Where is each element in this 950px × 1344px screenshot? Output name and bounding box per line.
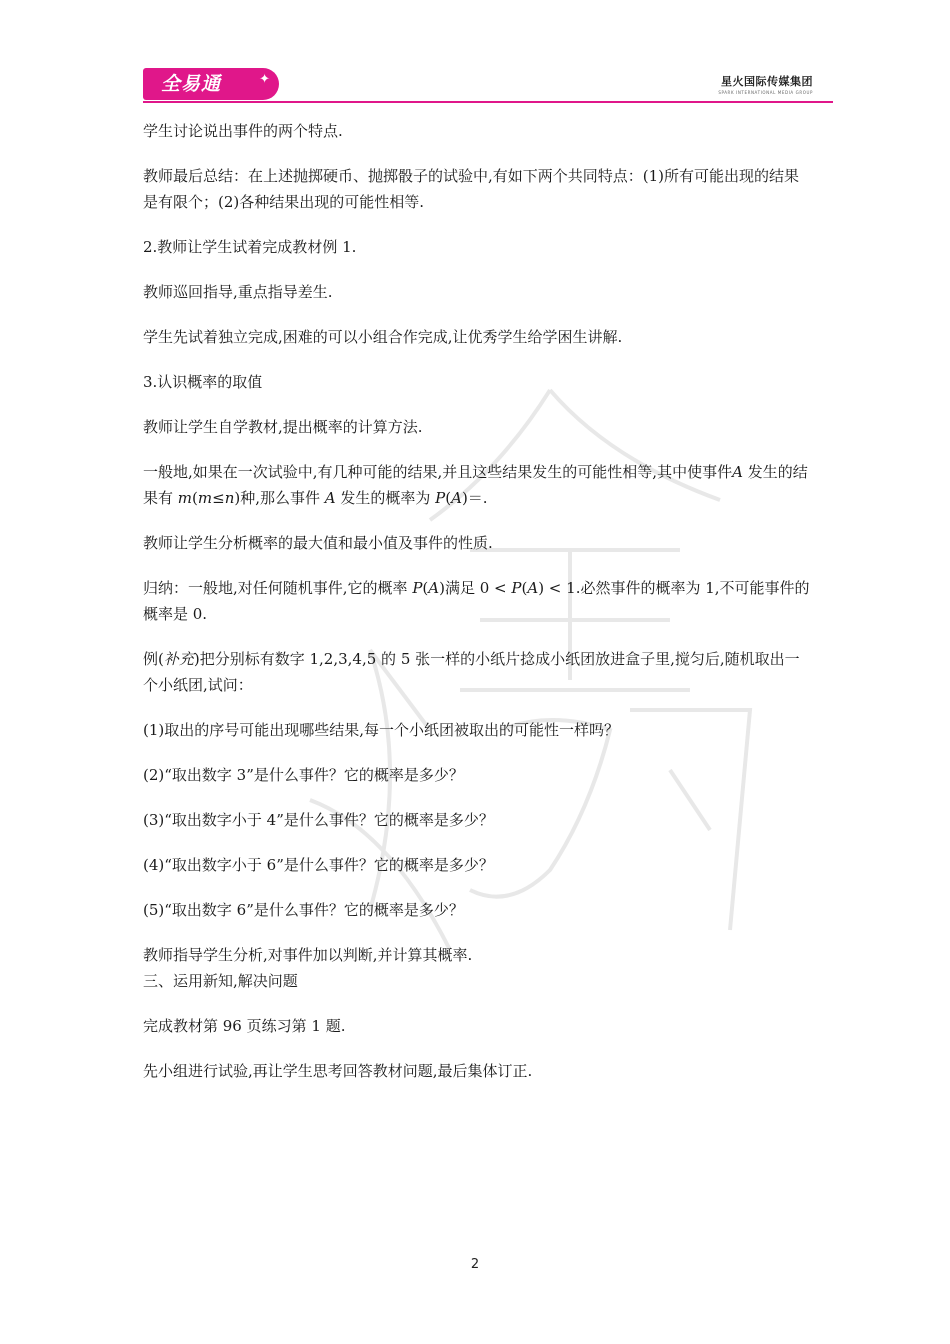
- summary-paragraph: [143, 575, 811, 627]
- math-var: P: [435, 489, 446, 507]
- sparkle-icon: ✦: [259, 72, 271, 87]
- paragraph: 教师让学生分析概率的最大值和最小值及事件的性质.: [143, 534, 493, 552]
- question-item: (1)取出的序号可能出现哪些结果,每一个小纸团被取出的可能性一样吗？: [143, 721, 620, 739]
- paragraph: 教师指导学生分析,对事件加以判断,并计算其概率.: [143, 946, 473, 964]
- text-run: (: [521, 579, 528, 597]
- text-run: )把分别标有数字 1,2,3,4,5 的 5 张一样的小纸片捻成小纸团放进盒子里,搅匀后,随机取出一个小纸团,试问：: [143, 650, 800, 694]
- paragraph: 学生讨论说出事件的两个特点.: [143, 122, 343, 140]
- document-body: [143, 118, 811, 1084]
- text-run: ) < 1.必然事件的概率为 1,不可能事件的概率是 0.: [143, 579, 810, 623]
- paragraph: 教师最后总结：在上述抛掷硬币、抛掷骰子的试验中,有如下两个共同特点：(1)所有可能出现的结果是有限个；(2)各种结果出现的可能性相等.: [143, 167, 800, 211]
- question-item: (4)“取出数字小于 6”是什么事件？它的概率是多少？: [143, 856, 494, 874]
- logo-text: 全易通: [161, 73, 222, 95]
- paragraph: 教师巡回指导,重点指导差生.: [143, 283, 333, 301]
- page-header: [143, 66, 833, 102]
- question-item: (3)“取出数字小于 4”是什么事件？它的概率是多少？: [143, 811, 494, 829]
- math-var: P: [412, 579, 423, 597]
- section-step: 2.教师让学生试着完成教材例 1.: [143, 238, 357, 256]
- page-number: 2: [470, 1257, 480, 1272]
- math-var: A: [451, 489, 462, 507]
- text-run: (: [445, 489, 452, 507]
- math-var: A: [527, 579, 539, 597]
- math-var: n: [224, 489, 235, 507]
- text-run: )种,那么事件: [234, 489, 325, 507]
- brand-logo: [143, 68, 279, 100]
- text-run: (: [422, 579, 429, 597]
- text-run: 例(: [143, 650, 164, 668]
- publisher-name-cn: 星火国际传媒集团: [721, 75, 813, 88]
- text-run: 一般地,如果在一次试验中,有几种可能的结果,并且这些结果发生的可能性相等,其中使事件: [143, 463, 733, 481]
- math-var: A: [324, 489, 336, 507]
- text-run: (: [192, 489, 198, 507]
- section-heading: 三、运用新知,解决问题: [143, 972, 298, 990]
- section-step: 3.认识概率的取值: [143, 373, 263, 391]
- text-run: ≤: [212, 489, 225, 507]
- text-run: 发生的概率为: [335, 489, 436, 507]
- math-var: A: [732, 463, 743, 481]
- publisher-name-en: SPARK INTERNATIONAL MEDIA GROUP: [718, 90, 813, 95]
- question-item: (2)“取出数字 3”是什么事件？它的概率是多少？: [143, 766, 464, 784]
- text-run: 发生的结果有: [143, 463, 808, 507]
- math-var: m: [197, 489, 213, 507]
- header-divider: [143, 101, 833, 103]
- math-var: m: [177, 489, 193, 507]
- question-item: (5)“取出数字 6”是什么事件？它的概率是多少？: [143, 901, 464, 919]
- math-var: A: [428, 579, 440, 597]
- text-run: 归纳：一般地,对任何随机事件,它的概率: [143, 579, 413, 597]
- paragraph: 完成教材第 96 页练习第 1 题.: [143, 1017, 346, 1035]
- text-run: )＝.: [461, 489, 488, 507]
- probability-definition: [143, 459, 811, 511]
- math-var: P: [511, 579, 522, 597]
- paragraph: 先小组进行试验,再让学生思考回答教材问题,最后集体订正.: [143, 1062, 533, 1080]
- text-run-italic: 补充: [163, 650, 194, 668]
- publisher-brand: [718, 73, 813, 95]
- example-problem: [143, 646, 811, 698]
- text-run: )满足 0 <: [439, 579, 512, 597]
- paragraph: 教师让学生自学教材,提出概率的计算方法.: [143, 418, 423, 436]
- paragraph: 学生先试着独立完成,困难的可以小组合作完成,让优秀学生给学困生讲解.: [143, 328, 623, 346]
